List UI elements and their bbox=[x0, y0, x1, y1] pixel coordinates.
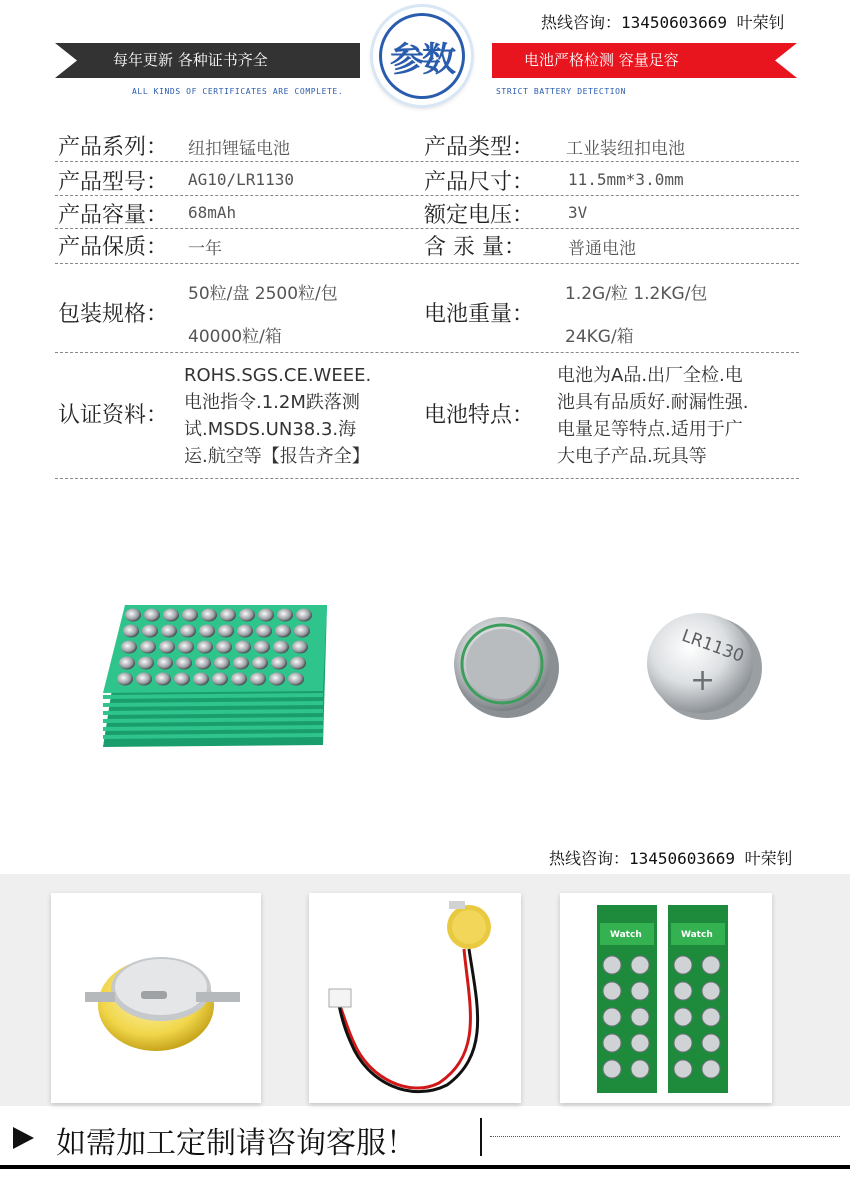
cert-line: 电池指令.1.2M跌落测 bbox=[184, 392, 360, 413]
tab-battery-image bbox=[51, 893, 261, 1103]
feature-line: 池具有品质好.耐漏性强. bbox=[557, 392, 749, 413]
tray-cell bbox=[273, 641, 289, 654]
banner-left-title: 每年更新 各种证书齐全 bbox=[113, 51, 268, 69]
tray-cell bbox=[239, 609, 255, 622]
footer-bar bbox=[480, 1118, 482, 1156]
blister-cell bbox=[674, 1034, 692, 1052]
warranty-value: 一年 bbox=[188, 239, 222, 259]
tray-cell bbox=[254, 641, 270, 654]
blister-cell bbox=[674, 1008, 692, 1026]
blister-cell bbox=[674, 956, 692, 974]
weight-line2: 24KG/箱 bbox=[565, 327, 634, 347]
tray-cell bbox=[199, 625, 215, 638]
divider bbox=[55, 161, 799, 162]
footer-text: 如需加工定制请咨询客服！ bbox=[56, 1126, 416, 1161]
size-label: 产品尺寸： bbox=[424, 170, 535, 195]
coin-cells-image bbox=[452, 600, 792, 740]
tray-cell bbox=[138, 657, 154, 670]
series-label: 产品系列： bbox=[58, 135, 169, 160]
tray-cell bbox=[277, 609, 293, 622]
tray-cell bbox=[180, 625, 196, 638]
tray-cell bbox=[233, 657, 249, 670]
tray-cell bbox=[178, 641, 194, 654]
tray-cell bbox=[155, 673, 171, 686]
tray-cell bbox=[290, 657, 306, 670]
svg-text:Watch: Watch bbox=[610, 930, 642, 940]
mercury-value: 普通电池 bbox=[568, 239, 636, 259]
tray-cell bbox=[201, 609, 217, 622]
series-value: 纽扣锂锰电池 bbox=[188, 139, 290, 159]
tray-cell bbox=[176, 657, 192, 670]
tray-cell bbox=[258, 609, 274, 622]
tray-cell bbox=[237, 625, 253, 638]
blister-cell bbox=[702, 1034, 720, 1052]
tray-cell bbox=[271, 657, 287, 670]
tray-cell bbox=[125, 609, 141, 622]
tray-cell bbox=[216, 641, 232, 654]
footer-dotted-line bbox=[490, 1136, 840, 1137]
feature-line: 电池为A品.出厂全检.电 bbox=[557, 365, 743, 386]
mercury-label: 含 汞 量： bbox=[424, 235, 526, 260]
hotline-top: 热线咨询：13450603669 叶荣钊 bbox=[541, 13, 785, 32]
cert-text bbox=[184, 362, 422, 470]
blister-cell bbox=[702, 956, 720, 974]
blister-cell bbox=[631, 1034, 649, 1052]
cert-line: ROHS.SGS.CE.WEEE. bbox=[184, 365, 372, 386]
card-tab-battery bbox=[51, 893, 261, 1103]
params-badge-text: 参数 bbox=[379, 13, 465, 99]
feature-line: 大电子产品.玩具等 bbox=[557, 446, 707, 467]
hotline-mid: 热线咨询：13450603669 叶荣钊 bbox=[549, 849, 793, 868]
capacity-label: 产品容量： bbox=[58, 203, 169, 228]
svg-text:LR1130: LR1130 bbox=[678, 625, 747, 667]
feature-label: 电池特点： bbox=[424, 403, 535, 428]
tray-cell bbox=[144, 609, 160, 622]
tray-cell bbox=[294, 625, 310, 638]
svg-text:+: + bbox=[690, 663, 716, 698]
tray-cell bbox=[197, 641, 213, 654]
blister-cell bbox=[702, 1008, 720, 1026]
tray-cell bbox=[250, 673, 266, 686]
battery-tray-image bbox=[95, 595, 335, 795]
tray-cell bbox=[161, 625, 177, 638]
tray-cell bbox=[121, 641, 137, 654]
blister-cell bbox=[603, 956, 621, 974]
tray-cell bbox=[296, 609, 312, 622]
blister-cell bbox=[674, 982, 692, 1000]
divider bbox=[55, 228, 799, 229]
banner-right-subtitle: STRICT BATTERY DETECTION bbox=[496, 87, 626, 96]
tray-cell bbox=[292, 641, 308, 654]
size-value: 11.5mm*3.0mm bbox=[568, 170, 684, 189]
type-label: 产品类型： bbox=[424, 135, 535, 160]
tray-cell bbox=[123, 625, 139, 638]
tray-cell bbox=[119, 657, 135, 670]
divider bbox=[55, 195, 799, 196]
tray-cell bbox=[157, 657, 173, 670]
tray-cell bbox=[231, 673, 247, 686]
blister-cell bbox=[603, 1060, 621, 1078]
warranty-label: 产品保质： bbox=[58, 235, 169, 260]
blister-cell bbox=[674, 1060, 692, 1078]
blister-cell bbox=[603, 1034, 621, 1052]
model-value: AG10/LR1130 bbox=[188, 170, 294, 189]
cert-line: 试.MSDS.UN38.3.海 bbox=[184, 419, 357, 440]
banner-left-subtitle: ALL KINDS OF CERTIFICATES ARE COMPLETE. bbox=[132, 87, 344, 96]
cert-line: 运.航空等【报告齐全】 bbox=[184, 446, 370, 467]
tray-cell bbox=[252, 657, 268, 670]
blister-cell bbox=[702, 1060, 720, 1078]
params-badge bbox=[373, 7, 471, 105]
weight-label: 电池重量： bbox=[424, 302, 535, 327]
blister-cell bbox=[702, 982, 720, 1000]
tray-cell bbox=[117, 673, 133, 686]
packing-label: 包装规格： bbox=[58, 302, 169, 327]
tray-cell bbox=[288, 673, 304, 686]
cert-label: 认证资料： bbox=[58, 403, 169, 428]
blister-cell bbox=[631, 982, 649, 1000]
tray-cell bbox=[140, 641, 156, 654]
footer-rule bbox=[0, 1165, 850, 1169]
capacity-value: 68mAh bbox=[188, 203, 237, 222]
divider bbox=[55, 352, 799, 353]
tray-cell bbox=[269, 673, 285, 686]
tray-cell bbox=[212, 673, 228, 686]
tray-cell bbox=[159, 641, 175, 654]
feature-text bbox=[557, 362, 805, 470]
weight-line1: 1.2G/粒 1.2KG/包 bbox=[565, 284, 708, 304]
voltage-value: 3V bbox=[568, 203, 588, 222]
tray-cell bbox=[218, 625, 234, 638]
blister-cell bbox=[631, 956, 649, 974]
tray-cell bbox=[136, 673, 152, 686]
svg-text:Watch: Watch bbox=[681, 930, 713, 940]
tray-cell bbox=[174, 673, 190, 686]
banner-right-title: 电池严格检测 容量足容 bbox=[524, 51, 679, 69]
packing-line1: 50粒/盘 2500粒/包 bbox=[188, 284, 338, 304]
blister-cell bbox=[631, 1008, 649, 1026]
tray-cell bbox=[182, 609, 198, 622]
divider bbox=[55, 263, 799, 264]
tray-cell bbox=[275, 625, 291, 638]
model-label: 产品型号： bbox=[58, 170, 169, 195]
blister-cell bbox=[603, 982, 621, 1000]
packing-line2: 40000粒/箱 bbox=[188, 327, 282, 347]
type-value: 工业装纽扣电池 bbox=[566, 139, 685, 159]
tray-cell bbox=[142, 625, 158, 638]
banner-certificates bbox=[55, 43, 360, 78]
tray-cell bbox=[193, 673, 209, 686]
blister-pack-image bbox=[560, 893, 772, 1103]
divider bbox=[55, 478, 799, 479]
blister-cell bbox=[631, 1060, 649, 1078]
voltage-label: 额定电压： bbox=[424, 203, 535, 228]
play-arrow-icon bbox=[10, 1125, 36, 1151]
banner-detection bbox=[492, 43, 797, 78]
feature-line: 电量足等特点.适用于广 bbox=[557, 419, 743, 440]
cable-battery-image bbox=[309, 893, 521, 1103]
tray-cell bbox=[163, 609, 179, 622]
tray-cell bbox=[256, 625, 272, 638]
card-cable-battery bbox=[309, 893, 521, 1103]
tray-cell bbox=[214, 657, 230, 670]
tray-cell bbox=[195, 657, 211, 670]
blister-cell bbox=[603, 1008, 621, 1026]
card-blister-pack bbox=[560, 893, 772, 1103]
tray-cell bbox=[235, 641, 251, 654]
tray-cell bbox=[220, 609, 236, 622]
